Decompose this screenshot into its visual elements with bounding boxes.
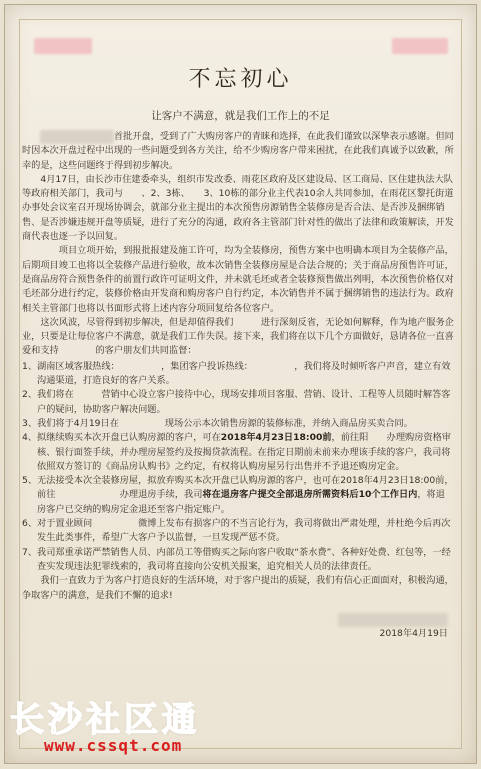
commitment-list [22,360,454,574]
paragraph-2: 4月17日，由长沙市住建委牵头，组织市发改委、雨花区政府及区建设局、区工商局、区住建执法大队等政府相关部门，我司与 、2、3栋、 3、10栋的部分业主代表10余人共同参加，在雨花区黎托街道办事处会议室召开现场协调会，就部分业主提出的本次预售房源销售全装修房是否合法、是否涉及捆绑销售、是否涉嫌违规开盘等质疑，进行了充分的沟通，政府各主管部门针对性的做出了法律和政策解读，开发商代表也逐一予以回复。 [22,173,454,243]
list-item: 7、 我司郑重承诺严禁销售人员、内部员工等借购买之际向客户收取“茶水费”、各种好处费、红包等，一经查实发现违法犯罪线索的，我司将直接向公安机关报案，追究相关人员的法律责任。 [22,546,451,572]
list-item: 5、 无法接受本次全装修房屋，拟放弃购买本次开盘已认购房源的客户，也可在2018年4月23日18:00前，前往 办理退房手续，我司将在退房客户提交全部退房所需资料后10个工作日内，将退房客户已交纳的购房定金退还至客户指定账户。 [22,475,454,515]
paragraph-1: 首批开盘，受到了广大购房客户的青睐和选择，在此我们谨致以深挚表示感谢。但同时因本次开盘过程中出现的一些问题受到各方关注，给不少购房客户带来困扰，在此我们真诚予以致歉，所幸的是，这些问题终于得到初步解决。 [22,131,454,171]
watermark-url: www.cssqt.com [44,736,183,755]
closing-paragraph: 我们一直致力于为客户打造良好的生活环境，对于客户提出的质疑，我们有信心正面面对，积极沟通，争取客户的满意，是我们不懈的追求! [22,575,454,601]
paragraph-4: 这次风波，尽管得到初步解决，但是却值得我们 进行深刻反省，无论如何解释，作为地产服务企业，只要是让每位客户不满意，就是我们工作失误。接下来，我们将在以下几个方面做好，恳请各位一直喜爱和支持 的客户朋友们共同监督： [22,316,454,357]
refund-emphasis: 将在退房客户提交全部退房所需资料后10个工作日内 [202,489,418,501]
list-item: 1、 湖南区域客服热线： ，集团客户投诉热线： ，我们将及时倾听客户声音，建立有效沟通渠道，打造良好的客户关系。 [22,360,451,387]
deadline-emphasis: 2018年4月23日18:00前 [220,432,332,444]
list-item: 2、 我们将在 营销中心设立客户接待中心，现场安排项目客服、营销、设计、工程等人员随时解答客户的疑问，协助客户解决问题。 [22,389,451,415]
redacted-logo-left [34,38,92,54]
page-title: 不忘初心 [188,67,293,92]
list-item: 3、 我们将于4月19日在 现场公示本次销售房源的装修标准，并纳入商品房买卖合同。 [22,417,413,429]
paragraph-3: 项目立项开始，到报批报建及施工许可，均为全装修房，预售方案中也明确本项目为全装修产品，后期项目竣工也将以全装修产品进行验收，故本次销售全装修房屋是合法合规的；关于商品房预售许可证，是商品房符合预售条件的前置行政许可证明文件，并未就毛坯或者全装修预售做出列明，本次预售价格仅对毛坯部分进行约定，装修价格由开发商和购房客户自行约定，本次销售并不属于捆绑销售的违法行为。政府相关主管部门也将以书面形式将上述内容分项回复给各位客户。 [22,245,454,314]
signature-redacted [22,613,454,627]
redacted-project-name [40,130,114,144]
page-subtitle: 让客户不满意，就是我们工作上的不足 [151,110,330,122]
list-item: 4、 拟继续购买本次开盘已认购房源的客户，可在2018年4月23日18:00前，前往阳 办理购房资格审核、银行面签手续，并办理房屋签约及按揭贷款流程。在指定日期前未前来办理该手续的客户，我司将依照双方签订的《商品房认购书》之约定，有权将认购房屋另行出售并不予退还购房定金。 [22,432,451,472]
watermark [10,692,230,762]
watermark-logo-text: 长沙社区通 [10,700,200,740]
document-date: 2018年4月19日 [379,628,448,640]
list-item: 6、 对于置业顾问 微博上发布有损客户的不当言论行为，我司将做出严肃处理，并杜绝今后再次发生此类事件，希望广大客户予以监督，一旦发现严惩不贷。 [22,518,451,544]
document-body [22,130,454,641]
redacted-logo-right [392,38,448,54]
